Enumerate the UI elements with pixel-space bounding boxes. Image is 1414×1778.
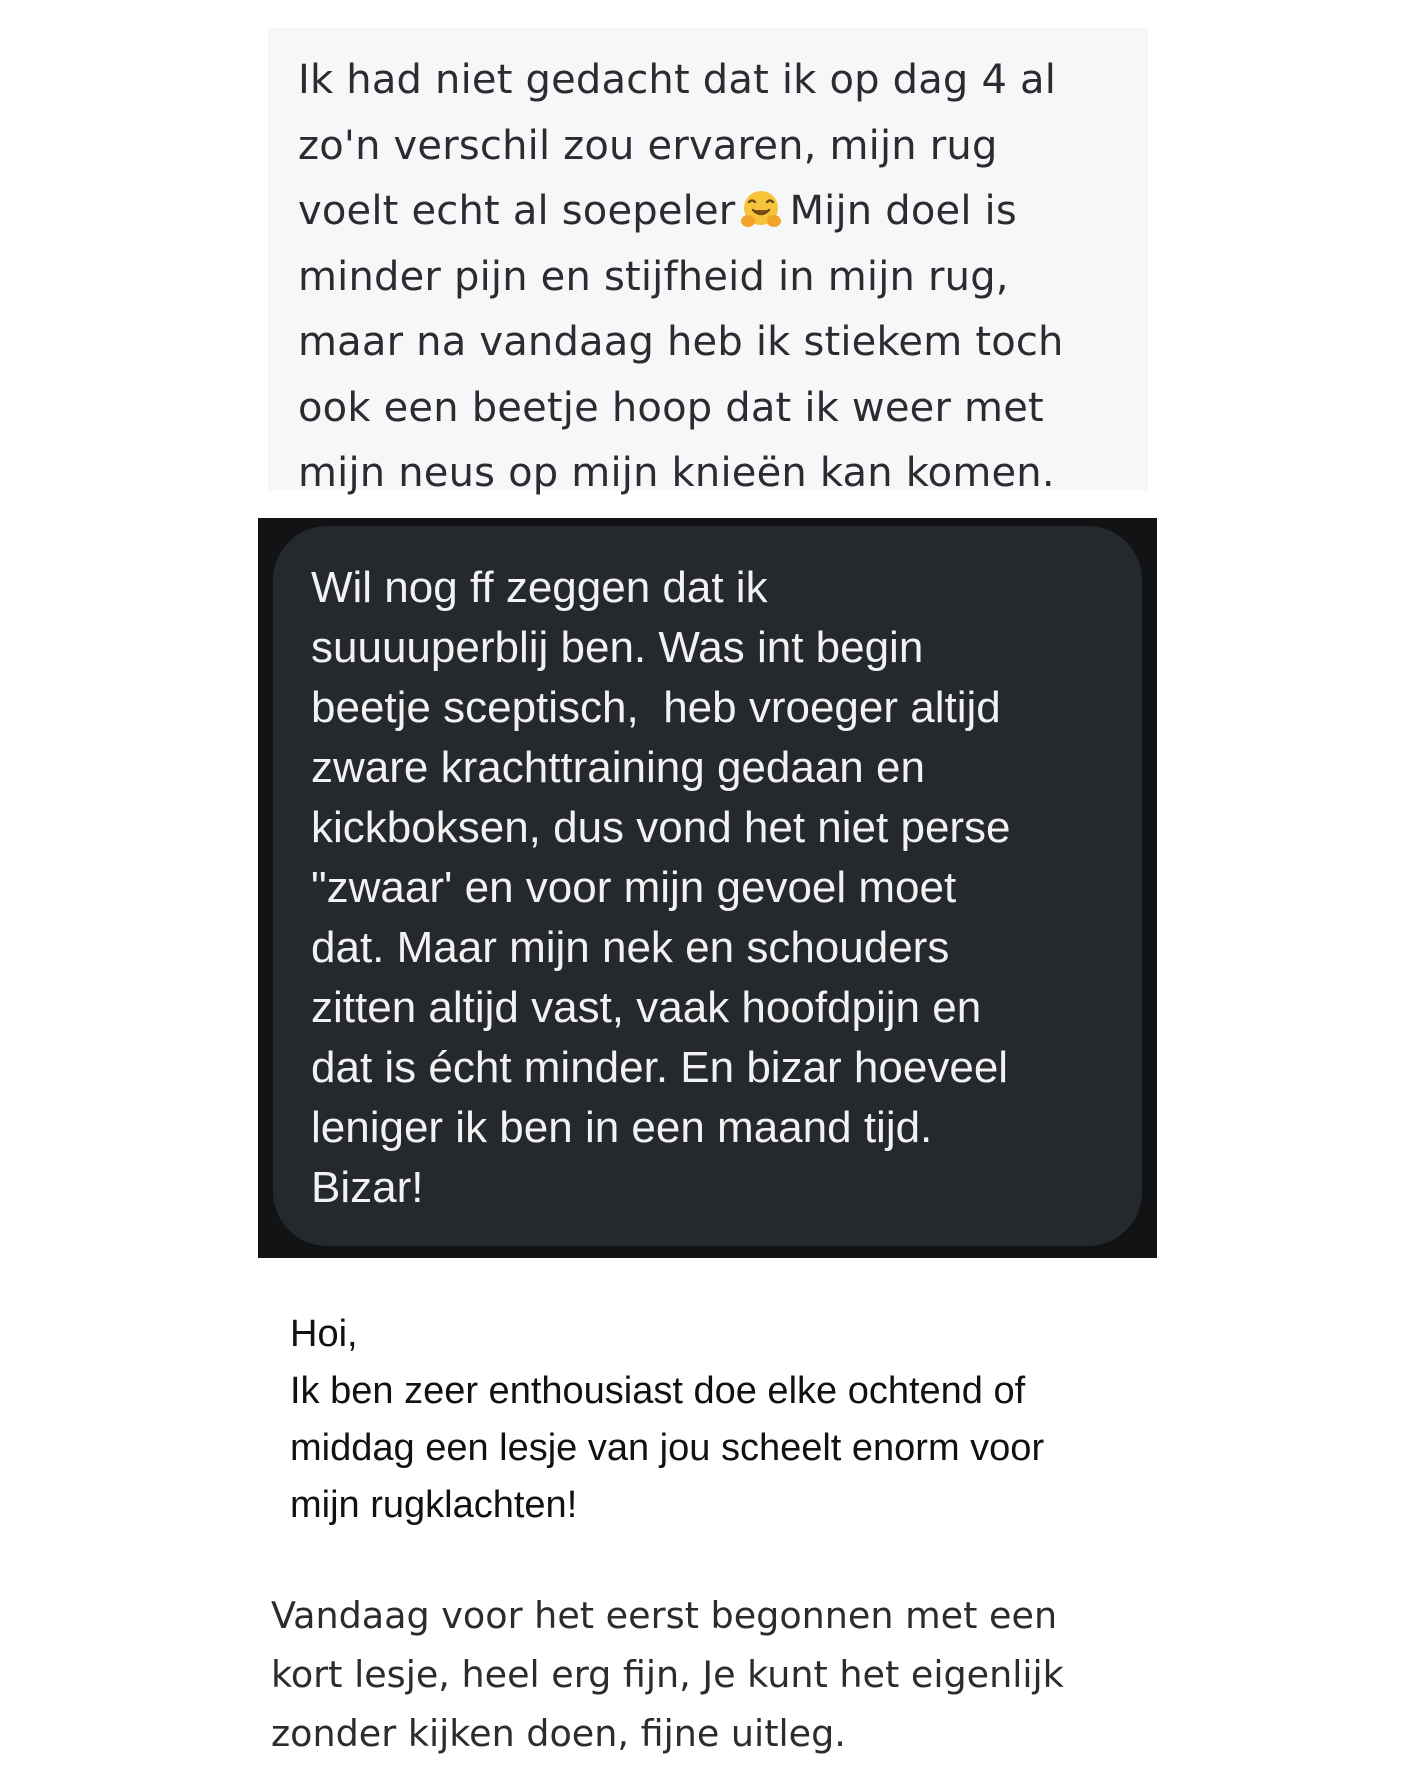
message-line-with-emoji <box>298 179 1148 245</box>
message-line: beetje sceptisch, heb vroeger altijd <box>311 683 1001 732</box>
message-line: kort lesje, heel erg fijn, Je kunt het eigenlijk <box>271 1653 1064 1696</box>
hugging-face-emoji-icon <box>739 188 783 232</box>
message-line: maar na vandaag heb ik stiekem toch <box>298 319 1064 365</box>
message-line: leniger ik ben in een maand tijd. <box>311 1103 933 1152</box>
message-line: dat. Maar mijn nek en schouders <box>311 923 950 972</box>
message-line: Bizar! <box>311 1163 424 1212</box>
message-text: voelt echt al soepeler <box>298 188 736 234</box>
chat-bubble <box>273 526 1142 1246</box>
message-line: Wil nog ff zeggen dat ik <box>311 563 768 612</box>
message-line: Ik ben zeer enthousiast doe elke ochtend of <box>290 1370 1026 1412</box>
message-line: Ik had niet gedacht dat ik op dag 4 al <box>298 57 1057 103</box>
dark-screenshot-frame <box>258 518 1157 1258</box>
message-line: zo'n verschil zou ervaren, mijn rug <box>298 122 998 169</box>
message-line: ook een beetje hoop dat ik weer met <box>298 384 1044 431</box>
message-line: kickboksen, dus vond het niet perse <box>311 803 1011 852</box>
message-line: mijn rugklachten! <box>290 1484 578 1526</box>
message-text: Mijn doel is <box>789 188 1017 234</box>
message-line: minder pijn en stijfheid in mijn rug, <box>298 253 1009 300</box>
message-line: Vandaag voor het eerst begonnen met een <box>271 1594 1058 1637</box>
message-line: mijn neus op mijn knieën kan komen. <box>298 450 1055 496</box>
testimonial-message-3 <box>290 1306 1044 1534</box>
message-line: middag een lesje van jou scheelt enorm voor <box>290 1427 1045 1469</box>
message-line: Hoi, <box>290 1313 358 1355</box>
message-line: zitten altijd vast, vaak hoofdpijn en <box>311 983 982 1032</box>
message-line: "zwaar' en voor mijn gevoel moet <box>311 863 957 912</box>
testimonial-message-4 <box>271 1586 1064 1763</box>
message-line: dat is écht minder. En bizar hoeveel <box>311 1043 1009 1092</box>
message-line: suuuuperblij ben. Was int begin <box>311 623 924 672</box>
message-line: zware krachttraining gedaan en <box>311 743 925 792</box>
message-line: zonder kijken doen, fijne uitleg. <box>271 1712 846 1755</box>
testimonial-card-1 <box>268 28 1148 496</box>
